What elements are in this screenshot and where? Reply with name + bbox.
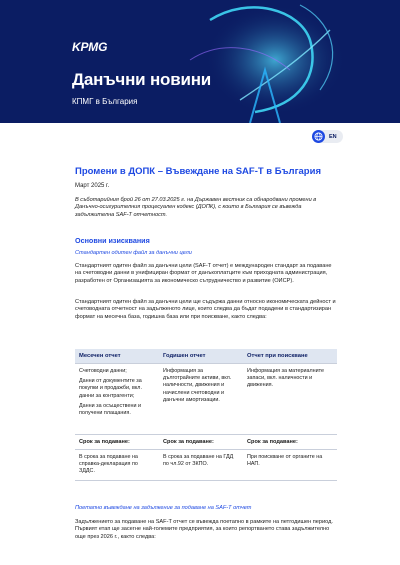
list-item: Информация за дълготрайните активи, вкл. наличности, движения и начислени счетоводни и данъчни амортизации. (163, 368, 232, 403)
article-date: Март 2025 г. (75, 183, 110, 189)
subsection-title-phased: Поетапно въвеждане на задължение за подаване на SAF-T отчет (75, 505, 252, 511)
deadline-on-demand: При поискване от органите на НАП. (247, 454, 323, 468)
section-title: Основни изисквания (75, 236, 150, 245)
deadline-annual: В срока за подаване на ГДД по чл.92 от ЗКПО. (163, 454, 234, 468)
list-item: Данни за осъществени и получени плащания. (79, 402, 141, 417)
deadline-label: Срок за подаване: (247, 439, 298, 445)
table-cell-on-demand (243, 364, 337, 434)
list-item: Информация за материалните запаси, вкл. наличности и движения. (247, 368, 325, 389)
deadline-monthly: В срока за подаване на справка-декларация по ЗДДС. (79, 454, 138, 475)
table-header-annual: Годишен отчет (163, 353, 206, 359)
deadline-label: Срок за подаване: (79, 439, 130, 445)
list-item: Счетоводни данни; (79, 368, 127, 374)
reporting-table (75, 349, 337, 481)
language-toggle[interactable] (312, 130, 343, 143)
article-intro: В съботарийния брой 26 от 27.03.2025 г. на Държавен вестник са обнародвани промени в Данъчно-осигурителния процесуален кодекс (ДОПК), с които в България се въвежда задължителна SAF-T отчетност. (75, 197, 317, 218)
newsletter-subtitle: КПМГ в България (72, 97, 138, 106)
table-header-on-demand: Отчет при поискване (247, 353, 308, 359)
table-header-monthly: Месечен отчет (79, 353, 121, 359)
paragraph-saft-content: Стандартният одитен файл за данъчни цели ще съдържа данни относно икономическата дейност и счетоводната отчетност на задълженото лице, които следва да бъдат подадени в стандартизиран формат на месечна база, годишна база или при поискване, както следва: (75, 299, 336, 320)
table-cell-monthly (75, 364, 159, 434)
kpmg-logo: KPMG (72, 40, 108, 54)
table-row (75, 363, 337, 434)
table-deadline-row (75, 449, 337, 480)
table-header-row (75, 349, 337, 363)
article-title: Промени в ДОПК – Въвеждане на SAF-T в България (75, 166, 321, 177)
newsletter-title: Данъчни новини (72, 70, 212, 89)
decorative-glow-graphic (0, 0, 400, 123)
table-cell-annual (159, 364, 243, 434)
language-code: EN (329, 133, 337, 140)
table-deadline-label-row (75, 434, 337, 449)
paragraph-phased-rollout: Задължението за подаване на SAF-T отчет се въвежда поетапно в рамките на петгодишен период. Първият етап ще засегне най-големите предприятия, за които репортването става задължително още през 2026 г., както следва: (75, 519, 333, 540)
list-item: Данни от документите за покупки и продажби, вкл. данни за контрагенти; (79, 378, 142, 399)
globe-icon (312, 130, 325, 143)
header-banner (0, 0, 400, 123)
table-bottom-divider (75, 480, 337, 481)
subsection-title: Стандартен одитен файл за данъчни цели (75, 250, 192, 256)
deadline-label: Срок за подаване: (163, 439, 214, 445)
paragraph-saft-definition: Стандартният одитен файл за данъчни цели (SAF-T отчет) е международен стандарт за подаване на счетоводни данни в унифициран формат от данъкоплатците към приходната администрация, разработен от Организацията за икономическо сътрудничество и развитие (ОИСР). (75, 263, 332, 284)
